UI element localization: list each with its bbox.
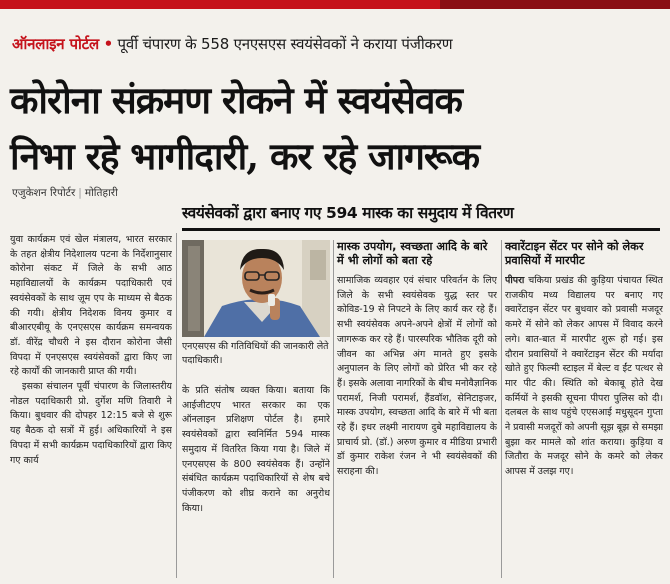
column-1-paragraph-2: इसका संचालन पूर्वी चंपारण के जिलास्तरीय नोडल पदाधिकारी प्रो. दुर्गेश मणि तिवारी ने किया। बुधवार की दोपहर 12:15 बजे से शुरू यह बैठक दो सत्रों में हुई। अधिकारियों ने इस विपदा में सभी कार्यक्रम पदाधिकारियों द्वारा किए गए कार्य bbox=[10, 381, 172, 466]
byline bbox=[12, 186, 118, 200]
headline-line-1: कोरोना संक्रमण रोकने में स्वयंसेवक bbox=[10, 78, 462, 122]
column-2 bbox=[182, 384, 330, 576]
byline-reporter: एजुकेशन रिपोर्टर bbox=[12, 187, 76, 199]
column-3-paragraph: सामाजिक व्यवहार एवं संचार परिवर्तन के लिए जिले के सभी स्वयंसेवक युद्ध स्तर पर कोविड-19 से निपटने के लिए कार्य कर रहे हैं। सभी स्वयंसेवक अपने-अपने क्षेत्रों में लोगों को जागरूक कर रहे हैं। पारस्परिक भौतिक दूरी को जीवन का अभिन्न अंग मानते हुए इसके अनुपालन के लिए लोगों को प्रेरित भी कर रहे हैं। इसके अलावा नागरिकों के बीच मनोवैज्ञानिक परामर्श, निजी परामर्श, हैंडवॉश, सेनिटाइजर, मास्क उपयोग, स्वच्छता आदि के बारे में भी बता रहे हैं। इधर लक्ष्मी नारायण दुबे महाविद्यालय के प्राचार्य प्रो. (डॉ.) अरुण कुमार व मीडिया प्रभारी डॉ कुमार राकेश रंजन ने भी स्वयंसेवकों की सराहना की। bbox=[337, 275, 497, 478]
column-divider bbox=[501, 240, 502, 578]
kicker-line bbox=[12, 34, 662, 54]
column-1-paragraph-1: युवा कार्यक्रम एवं खेल मंत्रालय, भारत सरकार के तहत क्षेत्रीय निदेशालय पटना के निर्देशानुसार कोरोना संकट में जिले के सभी आठ महाविद्यालयों के कार्यक्रम पदाधिकारी एवं स्वयंसेवकों के साथ ज़ूम एप के माध्यम से बैठक की गयी। क्षेत्रीय निदेशक विनय कुमार व बीआरएबीयू के एनएसएस कार्यक्रम समन्वयक डॉ. वीरेंद्र चौधरी ने इस दौरान कोरोना जैसी विपदा में एनएसएस स्वयंसेवकों द्वारा किए जा रहे कार्यों की जानकारी प्राप्त की गयी। bbox=[10, 234, 172, 378]
column-3-heading: मास्क उपयोग, स्वच्छता आदि के बारे में भी लोगों को बता रहे bbox=[337, 240, 488, 267]
top-color-bar-highlight bbox=[440, 0, 670, 9]
headline-line-2: निभा रहे भागीदारी, कर रहे जागरूक bbox=[10, 134, 480, 178]
official-at-desk-photo bbox=[182, 240, 330, 337]
byline-separator: | bbox=[78, 187, 82, 199]
column-divider bbox=[176, 233, 177, 578]
kicker-bullet: • bbox=[103, 35, 113, 53]
column-2-paragraph: के प्रति संतोष व्यक्त किया। बताया कि आईजीटएप भारत सरकार का एक ऑनलाइन प्रशिक्षण पोर्टल है। हमारे स्वयंसेवकों द्वारा स्वनिर्मित 594 मास्क समुदाय में वितरित किया गया है। जिले में एनएसएस के 800 स्वयंसेवक हैं। उन्होंने संबंधित कार्यक्रम पदाधिकारियों से शेष बचे पंजीकरण को शीघ्र कराने का अनुरोध किया। bbox=[182, 385, 330, 514]
dateline-location: पीपरा bbox=[505, 275, 525, 286]
byline-place: मोतिहारी bbox=[84, 187, 118, 199]
column-4-text: चकिया प्रखंड की कुड़िया पंचायत स्थित राजकीय मध्य विद्यालय पर बनाए गए क्वारेंटाइन सेंटर पर बुधवार को प्रवासी मजदूर कमरे में सोने को लेकर आपस में विवाद करने लगे। बात-बात में मारपीट शुरू हो गई। इस दौरान प्रवासियों ने क्वारेंटाइन सेंटर की मर्यादा खोते हुए फिल्मी स्टाइल में बेल्ट व ईंट पत्थर से मार पीट की। स्थिति को बेकाबू होते देख कर्मियों ने इसकी सूचना पीपरा पुलिस को दी। दलबल के साथ पहुंचे एएसआई मधुसूदन गुप्ता ने प्रवासी मजदूरों को अपनी सूझ बूझ से समझा बुझा कर मामले को शांत कराया। कुड़िया व जितौरा के मजदूर सोने के कमरे को लेकर आपस में उलझ गए। bbox=[505, 275, 663, 478]
column-4 bbox=[505, 274, 663, 578]
column-4-heading: क्वारेंटाइन सेंटर पर सोने को लेकर प्रवासियों में मारपीट bbox=[505, 240, 644, 267]
column-1 bbox=[10, 233, 172, 578]
photo-caption: एनएसएस की गतिविधियों की जानकारी लेते पदाधिकारी। bbox=[182, 341, 329, 366]
kicker-text: पूर्वी चंपारण के 558 एनएसएस स्वयंसेवकों ने कराया पंजीकरण bbox=[117, 35, 453, 53]
kicker-brand: ऑनलाइन पोर्टल bbox=[12, 35, 99, 53]
news-photo bbox=[182, 240, 330, 337]
column-divider bbox=[333, 240, 334, 578]
column-3 bbox=[337, 274, 497, 578]
column-4-paragraph bbox=[505, 274, 663, 480]
subheadline: स्वयंसेवकों द्वारा बनाए गए 594 मास्क का समुदाय में वितरण bbox=[182, 204, 514, 222]
subheadline-rule bbox=[182, 228, 660, 231]
